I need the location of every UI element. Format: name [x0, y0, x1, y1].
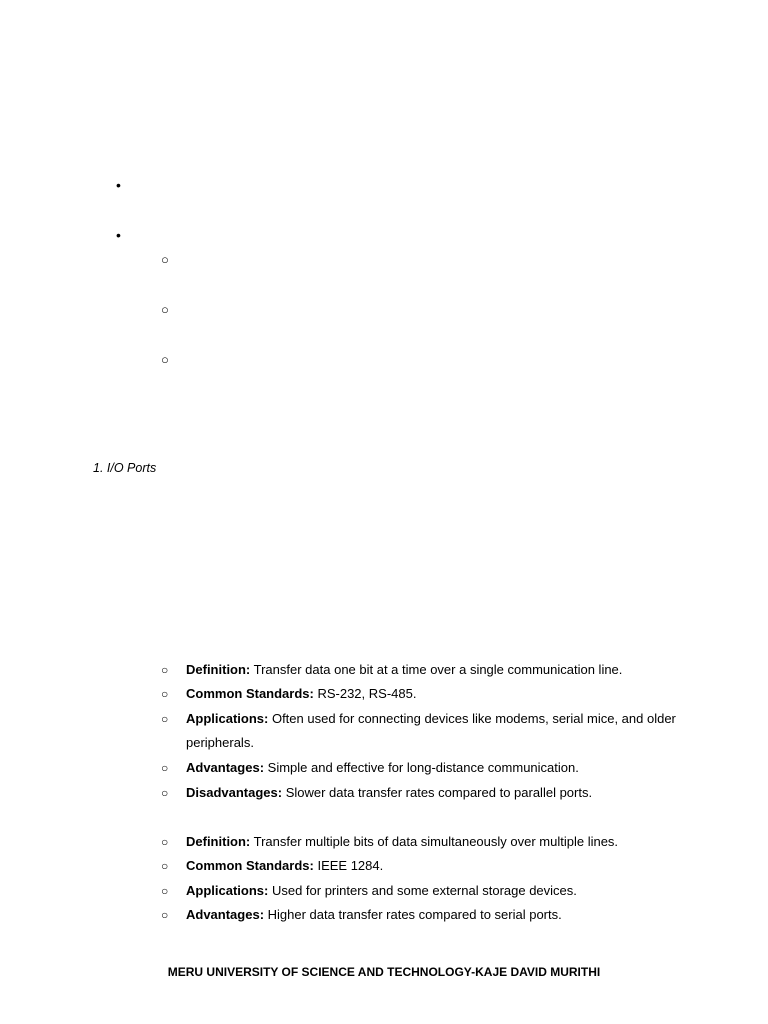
item-body: Often used for connecting devices like modems, serial mice, and older peripherals.	[186, 711, 676, 750]
item-body: Used for printers and some external storage devices.	[268, 883, 577, 898]
item-label: Applications:	[186, 711, 269, 726]
empty-sub-bullet: ○	[161, 352, 169, 367]
list-item-text	[186, 834, 686, 850]
empty-sub-bullet: ○	[161, 252, 169, 267]
page-footer: MERU UNIVERSITY OF SCIENCE AND TECHNOLOGY-KAJE DAVID MURITHI	[167, 965, 601, 979]
item-label: Applications:	[186, 883, 269, 898]
item-label: Common Standards:	[186, 858, 314, 873]
item-label: Disadvantages:	[186, 785, 283, 800]
list-item-text	[186, 662, 686, 678]
list-item-text	[186, 907, 686, 923]
item-label: Advantages:	[186, 760, 265, 775]
list-item-text	[186, 686, 686, 702]
list-item-text	[186, 760, 686, 776]
section-heading: 1. I/O Ports	[93, 461, 157, 475]
item-body: IEEE 1284.	[313, 858, 384, 873]
list-marker: ○	[161, 859, 169, 873]
item-body: Transfer data one bit at a time over a single communication line.	[250, 662, 623, 677]
item-label: Common Standards:	[186, 686, 314, 701]
empty-sub-bullet: ○	[161, 302, 169, 317]
list-marker: ○	[161, 884, 169, 898]
item-label: Definition:	[186, 834, 251, 849]
list-marker: ○	[161, 835, 169, 849]
list-item-text	[186, 707, 686, 755]
list-marker: ○	[161, 908, 169, 922]
item-body: Higher data transfer rates compared to serial ports.	[264, 907, 562, 922]
item-body: Simple and effective for long-distance communication.	[264, 760, 579, 775]
item-body: RS-232, RS-485.	[313, 686, 417, 701]
empty-bullet: •	[116, 227, 121, 243]
list-marker: ○	[161, 761, 169, 775]
item-label: Definition:	[186, 662, 251, 677]
item-body: Transfer multiple bits of data simultaneously over multiple lines.	[250, 834, 619, 849]
list-item-text	[186, 785, 686, 801]
list-marker: ○	[161, 786, 169, 800]
list-item-text	[186, 858, 686, 874]
list-marker: ○	[161, 687, 169, 701]
list-item-text	[186, 883, 686, 899]
list-marker: ○	[161, 712, 169, 726]
item-label: Advantages:	[186, 907, 265, 922]
item-body: Slower data transfer rates compared to parallel ports.	[282, 785, 593, 800]
list-marker: ○	[161, 663, 169, 677]
empty-bullet: •	[116, 177, 121, 193]
